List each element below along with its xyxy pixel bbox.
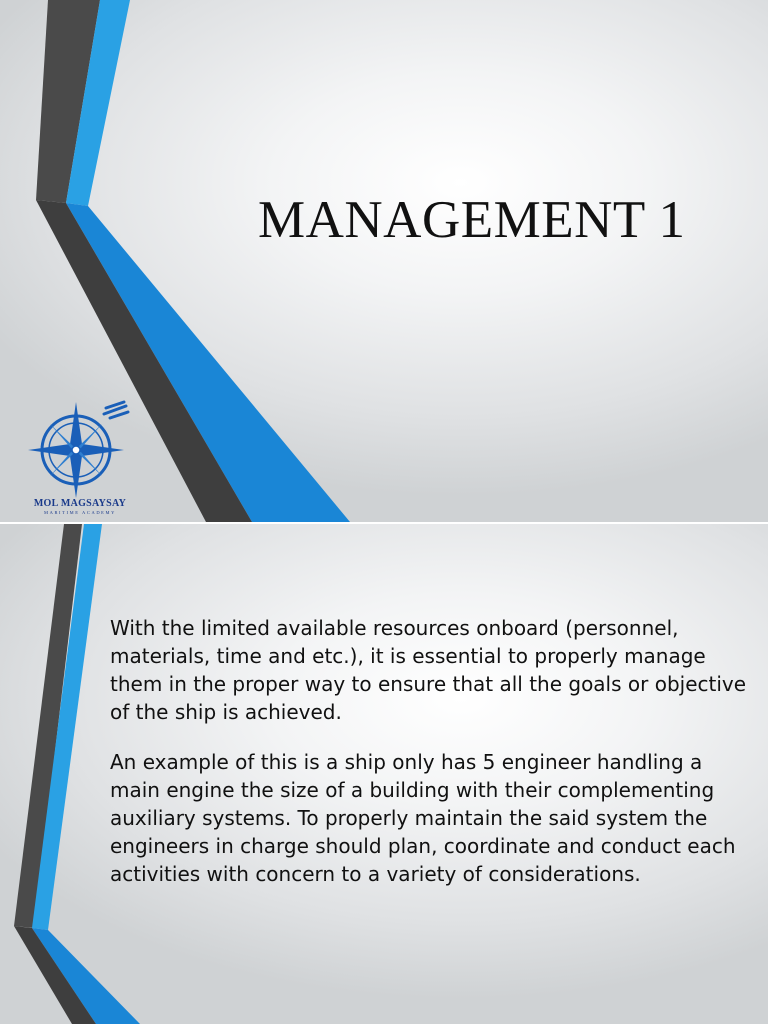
paragraph-example: An example of this is a ship only has 5 engineer handling a main engine the size of a building with their complementing auxiliary systems. To properly maintain the said system the engineers in charge should plan, coordinate and conduct each activities with concern to a variety of considerations. [110,750,736,886]
compass-rose-icon [24,394,136,498]
paragraph-resources: With the limited available resources onboard (personnel, materials, time and etc.), it is essential to properly manage them in the proper way to ensure that all the goals or objective of the ship is achieved. [110,616,747,724]
logo-subtitle: MARITIME ACADEMY [44,510,116,515]
content-slide [0,524,768,1024]
slide-body [110,614,750,910]
logo-name: MOL MAGSAYSAY [33,498,127,509]
slide-title: MANAGEMENT 1 [258,191,686,249]
academy-logo [24,394,136,518]
